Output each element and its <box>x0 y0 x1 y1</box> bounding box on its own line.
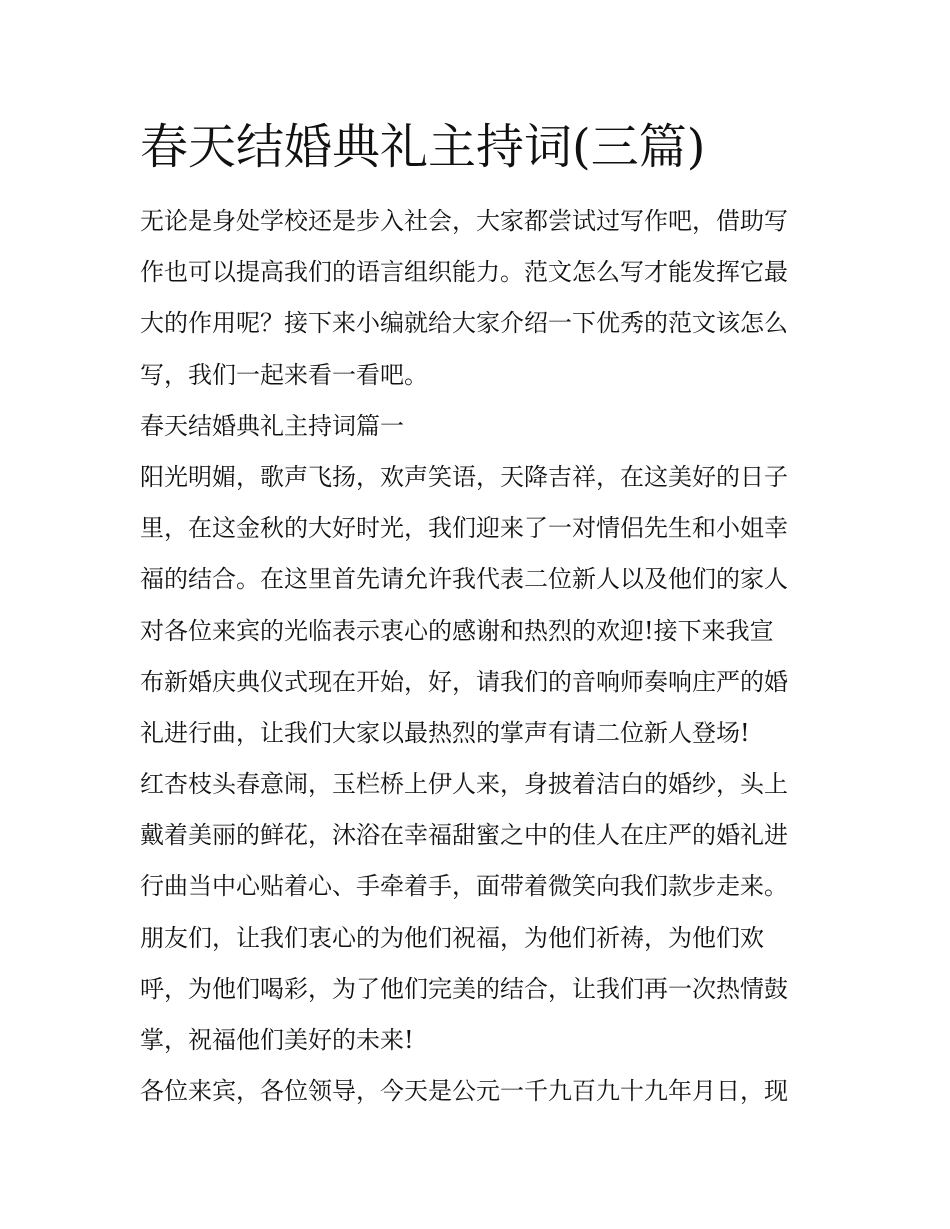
text-line: 阳光明媚，歌声飞扬，欢声笑语，天降吉祥，在这美好的日子 <box>140 462 788 491</box>
text-line: 朋友们，让我们衷心的为他们祝福，为他们祈祷，为他们欢 <box>140 923 764 952</box>
text-line: 福的结合。在这里首先请允许我代表二位新人以及他们的家人 <box>140 565 788 594</box>
text-line: 行曲当中心贴着心、手牵着手，面带着微笑向我们款步走来。 <box>140 872 788 901</box>
text-line: 礼进行曲，让我们大家以最热烈的掌声有请二位新人登场! <box>140 718 750 747</box>
text-line: 作也可以提高我们的语言组织能力。范文怎么写才能发挥它最 <box>140 258 788 287</box>
text-line: 里，在这金秋的大好时光，我们迎来了一对情侣先生和小姐幸 <box>140 514 788 543</box>
text-line: 大的作用呢？接下来小编就给大家介绍一下优秀的范文该怎么 <box>140 309 788 338</box>
document-title: 春天结婚典礼主持词(三篇) <box>140 119 706 175</box>
text-line: 写，我们一起来看一看吧。 <box>140 360 428 389</box>
text-line: 对各位来宾的光临表示衷心的感谢和热烈的欢迎!接下来我宣 <box>140 616 774 645</box>
text-line: 掌，祝福他们美好的未来! <box>140 1026 414 1054</box>
text-line: 戴着美丽的鲜花，沐浴在幸福甜蜜之中的佳人在庄严的婚礼进 <box>140 821 788 850</box>
text-line: 红杏枝头春意闹，玉栏桥上伊人来，身披着洁白的婚纱，头上 <box>140 770 788 799</box>
text-line: 各位来宾，各位领导，今天是公元一千九百九十九年月日，现 <box>140 1077 788 1106</box>
section-heading: 春天结婚典礼主持词篇一 <box>140 411 404 440</box>
document-body <box>140 196 820 1117</box>
text-line: 呼，为他们喝彩，为了他们完美的结合，让我们再一次热情鼓 <box>140 974 788 1003</box>
text-line: 布新婚庆典仪式现在开始，好，请我们的音响师奏响庄严的婚 <box>140 667 788 696</box>
text-line: 无论是身处学校还是步入社会，大家都尝试过写作吧，借助写 <box>140 207 788 235</box>
